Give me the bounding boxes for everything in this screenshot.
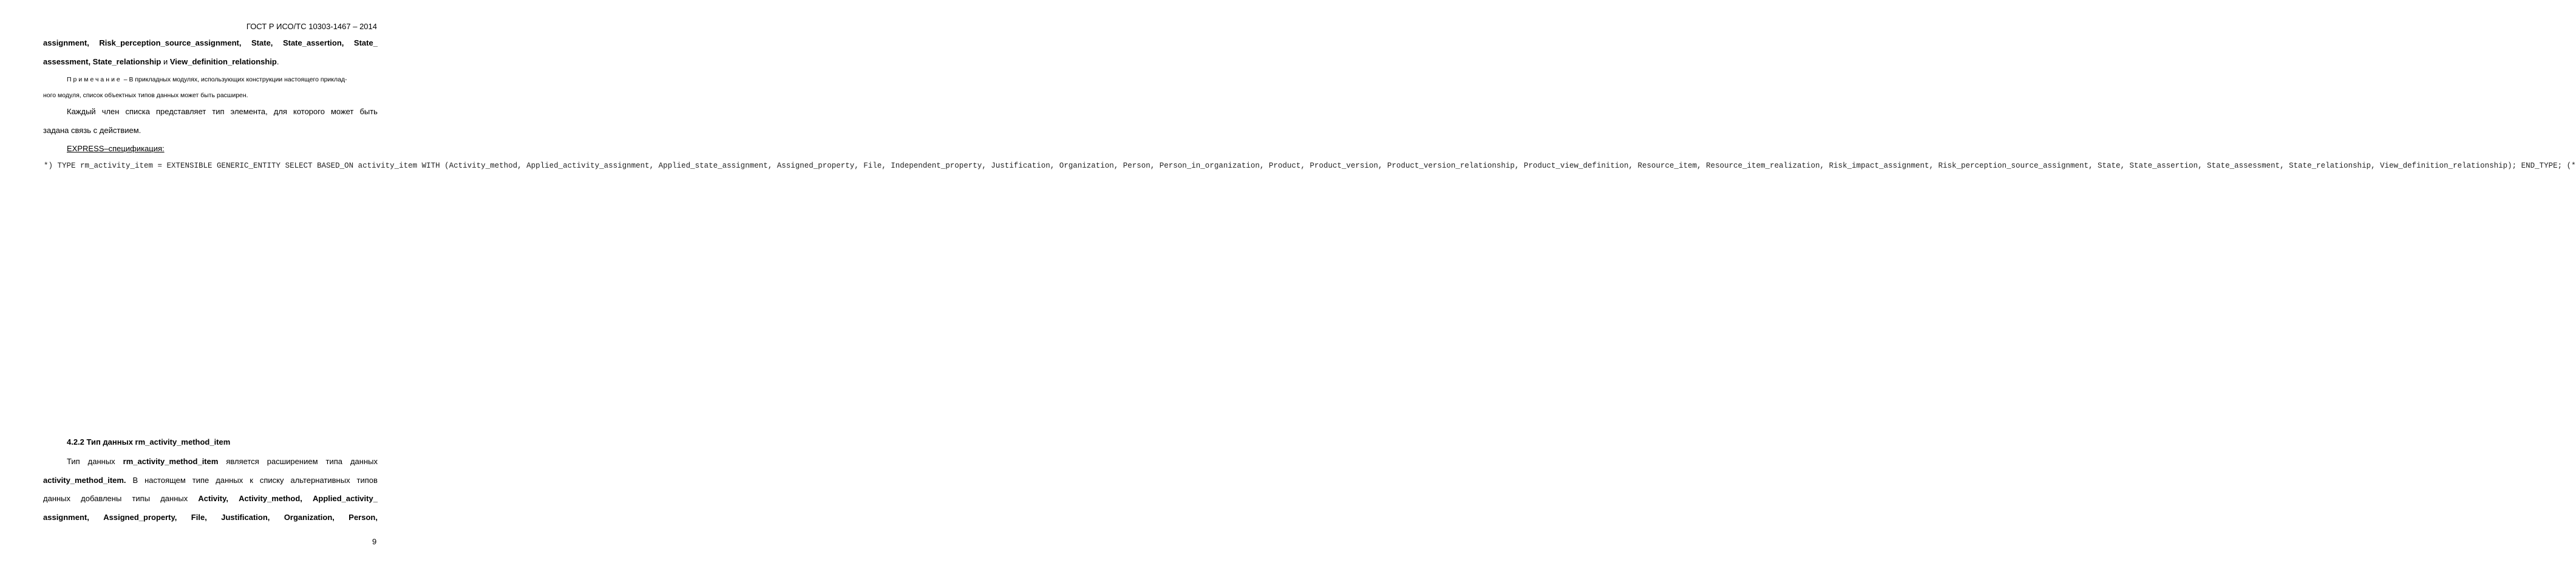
bold-term: Justification, bbox=[221, 513, 270, 522]
word: тип bbox=[212, 107, 225, 116]
word: типы bbox=[132, 494, 151, 503]
word: является bbox=[226, 457, 259, 466]
word: представляет bbox=[156, 107, 206, 116]
bold-term: Activity_method, bbox=[239, 494, 302, 503]
word: добавлены bbox=[81, 494, 122, 503]
document-header: ГОСТ Р ИСО/ТС 10303-1467 – 2014 bbox=[246, 22, 377, 31]
entity-list-bold: View_definition_relationship bbox=[169, 57, 277, 66]
word: типа bbox=[325, 457, 342, 466]
page-number: 9 bbox=[372, 537, 377, 546]
word: данных bbox=[216, 476, 243, 485]
bold-term: rm_activity_method_item bbox=[123, 457, 219, 466]
word: State_assertion, bbox=[282, 38, 344, 47]
note-line-1 bbox=[67, 76, 347, 83]
word: Тип bbox=[67, 457, 80, 466]
word: Каждый bbox=[67, 107, 96, 116]
word: которого bbox=[293, 107, 325, 116]
word: быть bbox=[359, 107, 378, 116]
express-spec-label: EXPRESS–спецификация: bbox=[67, 144, 165, 153]
paragraph-3-line-2 bbox=[43, 476, 378, 485]
note-label: Примечание bbox=[67, 76, 122, 83]
word: списку bbox=[259, 476, 284, 485]
note-text: – В прикладных модулях, использующих конструкции настоящего приклад- bbox=[121, 76, 347, 83]
bold-term: activity_method_item. bbox=[43, 476, 126, 485]
bold-term: Person, bbox=[348, 513, 378, 522]
express-code-block: *) TYPE rm_activity_item = EXTENSIBLE GENERIC_ENTITY SELECT BASED_ON activity_item WITH (Activity_method, Applied_activity_assignment, Applied_state_assignment, Assigned_property, File, Independent_property, Justification, Organization, Person, Person_in_organization, Product, Product_version, Product_version_relationship, Product_view_definition, Resource_item, Resource_item_realization, Risk_impact_assignment, Risk_perception_source_assignment, State, State_assertion, State_assessment, State_relationship, View_definition_relationship); END_TYPE; (* bbox=[44, 162, 2576, 170]
bold-term: Applied_activity_ bbox=[313, 494, 378, 503]
word: В bbox=[132, 476, 138, 485]
word: данных bbox=[350, 457, 378, 466]
word: списка bbox=[125, 107, 150, 116]
note-line-2: ного модуля, список объектных типов данных может быть расширен. bbox=[43, 92, 248, 99]
word: для bbox=[273, 107, 287, 116]
word: расширением bbox=[267, 457, 318, 466]
word: может bbox=[330, 107, 354, 116]
bold-term: Activity, bbox=[198, 494, 228, 503]
word: к bbox=[250, 476, 253, 485]
top-paragraph-line-2 bbox=[43, 57, 279, 66]
sentence-end: . bbox=[276, 57, 279, 66]
bold-term: assignment, bbox=[43, 513, 89, 522]
paragraph-3-line-1 bbox=[67, 457, 378, 466]
paragraph-3-line-4 bbox=[43, 513, 378, 522]
word: типов bbox=[356, 476, 378, 485]
word: State, bbox=[251, 38, 273, 47]
word: данных bbox=[43, 494, 71, 503]
paragraph-2-line-2: задана связь с действием. bbox=[43, 126, 141, 135]
bold-term: Assigned_property, bbox=[103, 513, 177, 522]
word: типе bbox=[192, 476, 209, 485]
word: данных bbox=[87, 457, 115, 466]
paragraph-2-line-1 bbox=[67, 107, 378, 116]
word: данных bbox=[160, 494, 188, 503]
word: настоящем bbox=[144, 476, 186, 485]
paragraph-3-line-3 bbox=[43, 494, 378, 503]
word: assignment, bbox=[43, 38, 89, 47]
word: элемента, bbox=[230, 107, 268, 116]
conjunction-text: и bbox=[161, 57, 170, 66]
word: член bbox=[101, 107, 120, 116]
entity-list-bold: assessment, State_relationship bbox=[43, 57, 161, 66]
word: Risk_perception_source_assignment, bbox=[99, 38, 242, 47]
top-paragraph-line-1 bbox=[43, 38, 378, 47]
bold-term: File, bbox=[191, 513, 207, 522]
word: State_ bbox=[353, 38, 378, 47]
word: альтернативных bbox=[290, 476, 350, 485]
section-heading: 4.2.2 Тип данных rm_activity_method_item bbox=[67, 437, 231, 447]
bold-term: Organization, bbox=[284, 513, 335, 522]
